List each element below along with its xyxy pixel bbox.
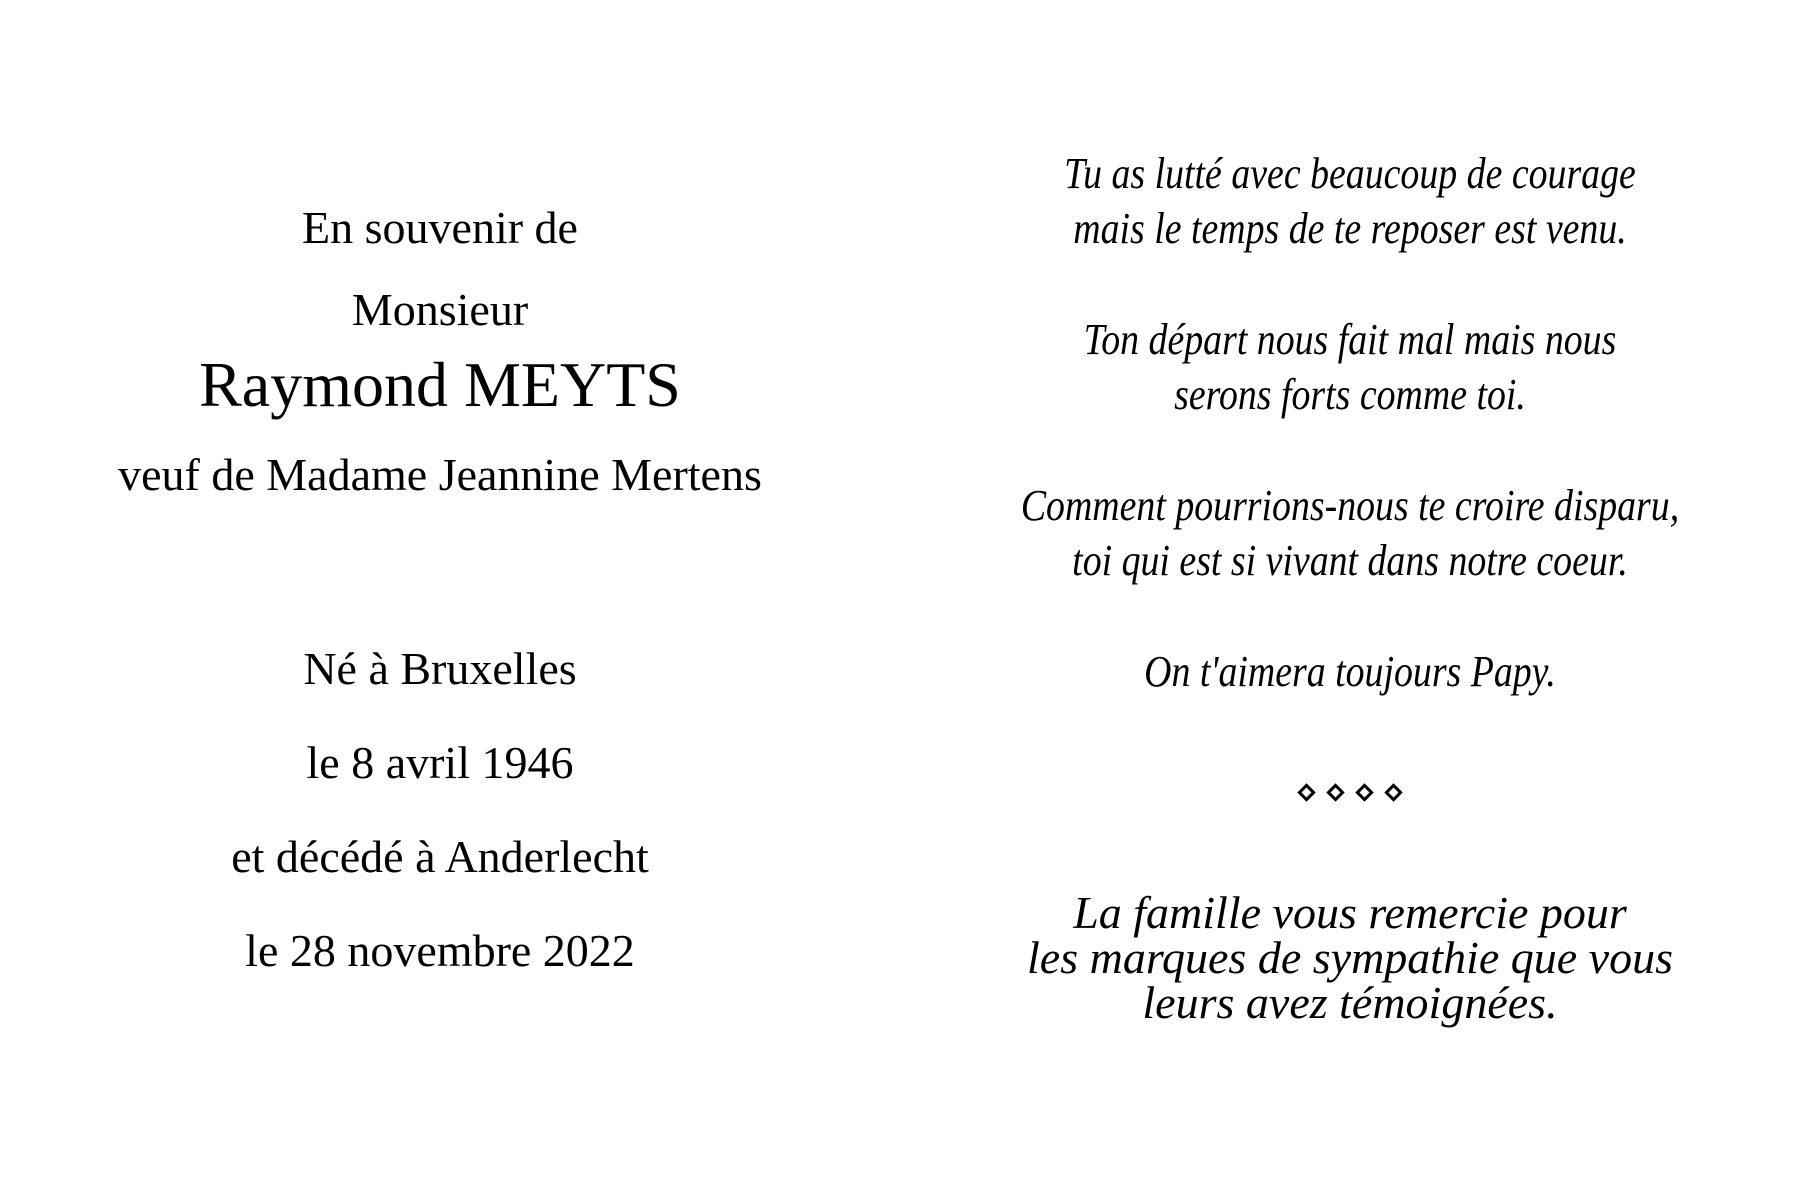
verse-line: Tu as lutté avec beaucoup de courage bbox=[1064, 149, 1636, 198]
death-place: et décédé à Anderlecht bbox=[231, 831, 649, 882]
verse-line: serons forts comme toi. bbox=[1174, 370, 1526, 419]
death-date: le 28 novembre 2022 bbox=[245, 925, 635, 976]
thanks-line: La famille vous remercie pour bbox=[1073, 887, 1627, 938]
birth-place: Né à Bruxelles bbox=[303, 643, 577, 694]
verse-line: mais le temps de te reposer est venu. bbox=[1073, 204, 1627, 253]
title-monsieur: Monsieur bbox=[351, 284, 529, 335]
verse-line: Comment pourrions-nous te croire disparu, bbox=[1020, 481, 1680, 530]
memorial-intro: En souvenir de bbox=[302, 202, 578, 253]
thanks-line: les marques de sympathie que vous bbox=[1027, 932, 1673, 983]
spouse-line: veuf de Madame Jeannine Mertens bbox=[118, 449, 762, 500]
thanks-line: leurs avez témoignées. bbox=[1142, 977, 1558, 1028]
diamond-separator bbox=[940, 786, 1760, 799]
birth-date: le 8 avril 1946 bbox=[306, 737, 574, 788]
verse-line: toi qui est si vivant dans notre coeur. bbox=[1072, 536, 1628, 585]
diamond-icon bbox=[1326, 783, 1344, 801]
left-panel bbox=[0, 0, 880, 1197]
right-panel bbox=[940, 0, 1760, 1197]
deceased-name: Raymond MEYTS bbox=[199, 349, 681, 420]
verse-line: Ton départ nous fait mal mais nous bbox=[1083, 315, 1617, 364]
diamond-icon bbox=[1297, 783, 1315, 801]
diamond-icon bbox=[1384, 783, 1402, 801]
verse-line: On t'aimera toujours Papy. bbox=[1144, 647, 1556, 696]
diamond-icon bbox=[1355, 783, 1373, 801]
